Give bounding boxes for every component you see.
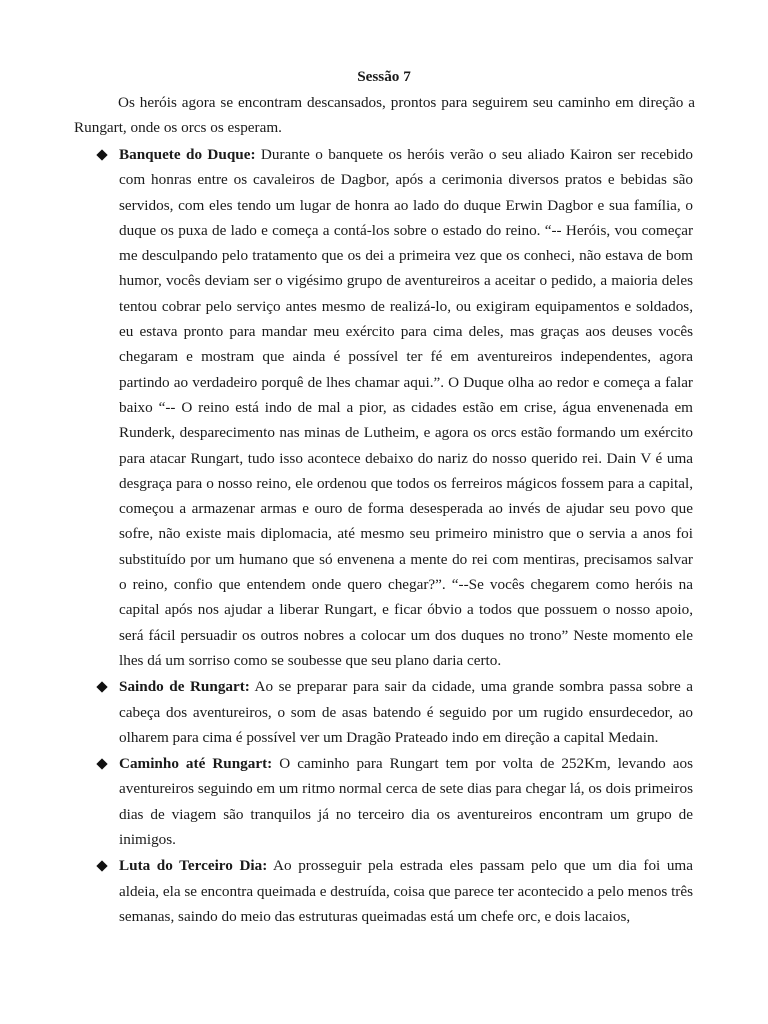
section-luta-do-terceiro-dia <box>119 853 693 929</box>
section-text: Durante o banquete os heróis verão o seu aliado Kairon ser recebido com honras entre os cavaleiros de Dagbor, após a cerimonia diversos pratos e bebidas são servidos, com eles tendo um lugar de honra ao lado do duque Erwin Dagbor e sua família, o duque os puxa de lado e começa a contá-los sobre o estado do reino. “-- Heróis, vou começar me desculpando pelo tratamento que os dei a primeira vez que os conheci, não estava de bom humor, vocês deviam ser o vigésimo grupo de aventureiros a aceitar o pedido, a maioria deles tentou cobrar pelo serviço antes mesmo de realizá-lo, ou exigiram equipamentos e soldados, eu estava pronto para mandar meu exército para cima deles, mas graças aos deuses vocês chegaram e mostram que ainda é possível ter fé em aventureiros independentes, agora partindo ao verdadeiro porquê de lhes chamar aqui.”. O Duque olha ao redor e começa a falar baixo “-- O reino está indo de mal a pior, as cidades estão em crise, água envenenada em Runderk, desparecimento nas minas de Lutheim, e agora os orcs estão formando um exército para atacar Rungart, tudo isso acontece debaixo do nariz do nosso querido rei. Dain V é uma desgraça para o nosso reino, ele ordenou que todos os ferreiros mágicos fossem para a capital, começou a armazenar armas e ouro de forma desesperada ao invés de ajudar seu povo que sofre, não existe mais diplomacia, até mesmo seu primeiro ministro que o servia a anos foi substituído por um humano que só envenena a mente do rei com mentiras, precisamos salvar o reino, confio que entendem onde quero chegar?”. “--Se vocês chegarem como heróis na capital após nos ajudar a liberar Rungart, e ficar óbvio a todos que possuem o nosso apoio, será fácil persuadir os outros nobres a colocar um dos duques no trono” Neste momento ele lhes dá um sorriso como se soubesse que seu plano daria certo. <box>119 146 693 669</box>
intro-paragraph: Os heróis agora se encontram descansados, prontos para seguirem seu caminho em direção a Rungart, onde os orcs os esperam. <box>74 94 695 137</box>
section-text: Ao se preparar para sair da cidade, uma grande sombra passa sobre a cabeça dos aventureiros, o som de asas batendo é seguido por um rugido ensurdecedor, ao olharem para cima é possível ver um Dragão Prateado indo em direção a capital Medain. <box>119 678 693 746</box>
section-title: Saindo de Rungart: <box>119 678 250 696</box>
section-banquete-do-duque <box>119 142 693 673</box>
section-text: Ao prosseguir pela estrada eles passam pelo que um dia foi uma aldeia, ela se encontra queimada e destruída, coisa que parece ter acontecido a pelo menos três semanas, saindo do meio das estruturas queimadas está um chefe orc, e dois lacaios, <box>119 857 693 925</box>
page-title: Sessão 7 <box>357 68 411 85</box>
section-list <box>0 142 768 930</box>
section-text: O caminho para Rungart tem por volta de 252Km, levando aos aventureiros seguindo em um ritmo normal cerca de sete dias para chegar lá, os dois primeiros dias de viagem são tranquilos já no terceiro dia os aventureiros encontram um grupo de inimigos. <box>119 755 694 849</box>
section-title: Banquete do Duque: <box>119 146 256 163</box>
diamond-bullet-icon <box>95 142 109 167</box>
section-caminho-ate-rungart <box>119 751 693 852</box>
section-title: Luta do Terceiro Dia: <box>119 857 268 875</box>
diamond-bullet-icon <box>95 674 109 699</box>
section-saindo-de-rungart <box>119 674 693 750</box>
diamond-bullet-icon <box>95 853 109 878</box>
section-title: Caminho até Rungart: <box>119 755 273 773</box>
diamond-bullet-icon <box>95 751 109 776</box>
